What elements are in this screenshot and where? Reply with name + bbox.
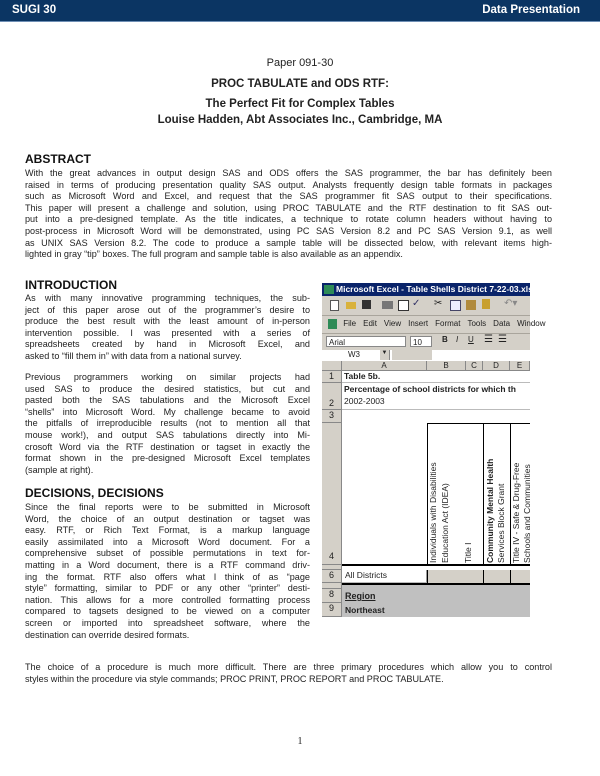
open-folder-icon[interactable] xyxy=(346,302,356,309)
text-line: mouse work!), and output SAS tabulations directly into Mi- xyxy=(25,429,310,440)
row-header-1[interactable]: 1 xyxy=(322,371,342,383)
text-line: post-process in Microsoft Word will be demonstrated, using PC SAS Version 8.2 and PC SAS Version 9.1, as well xyxy=(25,225,552,236)
text-line: screen or imported into spreadsheet software, where the xyxy=(25,617,310,628)
text-line: As with many innovative programming techniques, the sub- xyxy=(25,293,310,303)
abstract-heading: ABSTRACT xyxy=(25,152,91,166)
cell-a1[interactable]: Table 5b. xyxy=(342,371,530,383)
text-line: spreadsheets created by hand in Microsoft Excel, and xyxy=(25,339,310,350)
italic-button[interactable]: I xyxy=(456,335,459,344)
menu-item-format[interactable]: Format xyxy=(435,319,461,328)
format-painter-icon[interactable] xyxy=(482,299,490,309)
text-line: format shown in the pre-designed Microsoft Excel templates xyxy=(25,453,310,464)
text-line: ing the format. RTF also offers what I think of as “page xyxy=(25,571,310,582)
text-line: styles within the procedure via style commands; PROC PRINT, PROC REPORT and PROC TABULATE. xyxy=(25,673,444,684)
menu-item-tools[interactable]: Tools xyxy=(467,319,487,328)
text-line: put into a pre-designed template. As the title indicates, a technique to rotate column headers without having to xyxy=(25,214,552,225)
col-header-mental-health-line2: Services Block Grant xyxy=(496,483,506,563)
undo-icon[interactable]: ↶▾ xyxy=(504,298,518,309)
col-header-idea-line1: Individuals with Disabilities xyxy=(428,462,438,563)
introduction-paragraph-2 xyxy=(25,372,310,476)
col-header-title-iv-line1: Title IV - Safe & Drug-Free xyxy=(511,462,521,563)
font-name-select[interactable]: Arial xyxy=(326,336,406,347)
introduction-paragraph-1 xyxy=(25,293,310,363)
new-icon[interactable] xyxy=(330,300,339,311)
text-line: (sample at right). xyxy=(25,464,94,475)
excel-title-bar xyxy=(322,283,533,296)
cut-icon[interactable]: ✂ xyxy=(434,298,443,309)
spellcheck-icon[interactable]: ✓ xyxy=(412,298,421,309)
underline-button[interactable]: U xyxy=(468,335,474,344)
paper-number: Paper 091-30 xyxy=(266,57,334,69)
copy-icon[interactable] xyxy=(450,300,461,311)
col-header-idea-line2: Education Act (IDEA) xyxy=(440,483,450,563)
font-size-select[interactable]: 10 xyxy=(410,336,432,347)
text-line: intervention possible. I was presented with a series of xyxy=(25,327,310,338)
text-line: easy. RTF, or Rich Text Format, is a markup language xyxy=(25,525,310,536)
menu-item-edit[interactable]: Edit xyxy=(363,319,377,328)
menu-item-view[interactable]: View xyxy=(383,319,402,328)
text-line: nation. This allows for a more controlled formatting process xyxy=(25,594,310,605)
decisions-body xyxy=(25,502,310,641)
text-line: compared to tagsets designed to be viewed on a computer xyxy=(25,606,310,617)
text-line: style” formatting, similar to PDF or any other “printer” desti- xyxy=(25,583,310,594)
excel-formatting-toolbar xyxy=(322,333,530,351)
print-preview-icon[interactable] xyxy=(398,300,409,311)
row-header-6[interactable]: 6 xyxy=(322,570,342,583)
cell-a2-title: Percentage of school districts for which th xyxy=(344,384,516,394)
name-box[interactable]: W3 xyxy=(322,350,390,360)
row-6-bottom-border xyxy=(342,583,530,585)
text-line: The choice of a procedure is much more difficult. There are three primary procedures which allow you to control xyxy=(25,662,552,672)
menu-item-window[interactable]: Window xyxy=(517,319,546,328)
text-line: easily assimilated into a Microsoft Word document. For a xyxy=(25,536,310,547)
text-line: matting in a Word document, there is a RTF command driv- xyxy=(25,559,310,570)
column-header-b[interactable]: B xyxy=(427,361,466,371)
cell-a2[interactable] xyxy=(342,383,530,410)
text-line: Previous programmers working on similar projects had xyxy=(25,372,310,382)
track-label: Data Presentation xyxy=(482,4,580,16)
row-header-4[interactable]: 4 xyxy=(322,423,342,565)
row-header-8[interactable]: 8 xyxy=(322,589,342,603)
save-icon[interactable] xyxy=(362,300,371,309)
menu-item-data[interactable]: Data xyxy=(493,319,511,328)
cell-a8[interactable]: Region xyxy=(345,591,376,601)
text-line: Since the final reports were to be submitted in Microsoft xyxy=(25,502,310,512)
formula-cancel-icon xyxy=(392,350,432,360)
closing-paragraph xyxy=(25,662,552,685)
column-header-e[interactable]: E xyxy=(510,361,530,371)
text-line: lighted in gray “tip” boxes. The full program and sample table is also available as an appendix. xyxy=(25,249,403,260)
cell-a9[interactable]: Northeast xyxy=(345,605,385,615)
column-header-a[interactable]: A xyxy=(342,361,427,371)
col-header-title-iv-line2: Schools and Communities xyxy=(522,464,532,563)
text-line: This paper will present a challenge and solution, using PROC TABULATE and the RTF destination to fit SAS out- xyxy=(25,202,552,213)
menu-item-file[interactable]: File xyxy=(343,319,357,328)
header-top-border xyxy=(427,423,530,424)
excel-window-title: Microsoft Excel - Table Shells District 7-22-03.xls xyxy=(336,284,533,294)
row-header-3[interactable]: 3 xyxy=(322,410,342,423)
text-line: ject of this paper arose out of the programmer’s desire to xyxy=(25,304,310,315)
text-line: comprehensive subset of possible permutations in text for- xyxy=(25,548,310,559)
paste-icon[interactable] xyxy=(466,300,476,310)
text-line: asked to “fill them in” with data from a national survey. xyxy=(25,350,242,361)
name-box-dropdown-icon[interactable]: ▼ xyxy=(380,350,389,360)
paper-title-line2: The Perfect Fit for Complex Tables xyxy=(205,98,395,110)
conference-label: SUGI 30 xyxy=(12,4,57,16)
select-all-corner[interactable] xyxy=(322,361,342,371)
text-line: destination can override desired formats. xyxy=(25,629,190,640)
column-header-c[interactable]: C xyxy=(466,361,483,371)
text-line: “shells” into Microsoft Word. My challenge became to avoid xyxy=(25,406,310,417)
text-line: the pitfalls of irreproducible results (not to mention all that xyxy=(25,418,310,429)
row-header-2[interactable]: 2 xyxy=(322,383,342,410)
align-center-icon[interactable]: ☰ xyxy=(498,334,507,345)
column-header-d[interactable]: D xyxy=(483,361,510,371)
menu-item-insert[interactable]: Insert xyxy=(408,319,429,328)
introduction-heading: INTRODUCTION xyxy=(25,278,117,292)
text-line: With the great advances in output design SAS and ODS offers the SAS programmer, the bar has definitely been xyxy=(25,168,552,178)
cell-a2-year: 2002-2003 xyxy=(344,396,385,406)
text-line: crosoft Word via the RTF destination or tagset in exactly the xyxy=(25,441,310,452)
text-line: as UNIX SAS Version 8.2. The code to produce a sample table will be dissected below, with relevant items high- xyxy=(25,237,552,248)
cell-a6[interactable]: All Districts xyxy=(342,570,427,583)
text-line: pasted both the SAS tabulations and the Microsoft Excel xyxy=(25,395,310,406)
excel-doc-icon xyxy=(328,319,337,329)
excel-screenshot-figure xyxy=(322,283,546,617)
text-line: raised in terms of producing presentation quality SAS output. Analysts frequently design table formats in packages xyxy=(25,179,552,190)
row-header-9[interactable]: 9 xyxy=(322,603,342,617)
paper-title-line1: PROC TABULATE and ODS RTF: xyxy=(211,78,389,90)
print-icon[interactable] xyxy=(382,301,393,309)
excel-menu-bar xyxy=(322,315,546,334)
excel-standard-toolbar xyxy=(322,296,530,316)
decisions-heading: DECISIONS, DECISIONS xyxy=(25,486,164,500)
text-line: such as Microsoft Word and Excel, and request that the SAS programmer fit SAS output to their specifications. xyxy=(25,191,552,202)
bold-button[interactable]: B xyxy=(442,335,448,344)
author-line: Louise Hadden, Abt Associates Inc., Cambridge, MA xyxy=(157,114,443,126)
col-header-title-i: Title I xyxy=(463,542,473,563)
text-line: produce the best result with the least amount of in-person xyxy=(25,316,310,327)
text-line: used SAS to produce the desired statistics, but cut and xyxy=(25,383,310,394)
excel-app-icon xyxy=(324,285,334,294)
abstract-body xyxy=(25,168,552,261)
conference-header-bar xyxy=(0,0,600,22)
col-header-mental-health-line1: Community Mental Health xyxy=(485,458,495,563)
text-line: Word, the choice of an output destination or tagset was xyxy=(25,513,310,524)
align-left-icon[interactable]: ☰ xyxy=(484,334,493,345)
page-number: 1 xyxy=(297,736,303,747)
